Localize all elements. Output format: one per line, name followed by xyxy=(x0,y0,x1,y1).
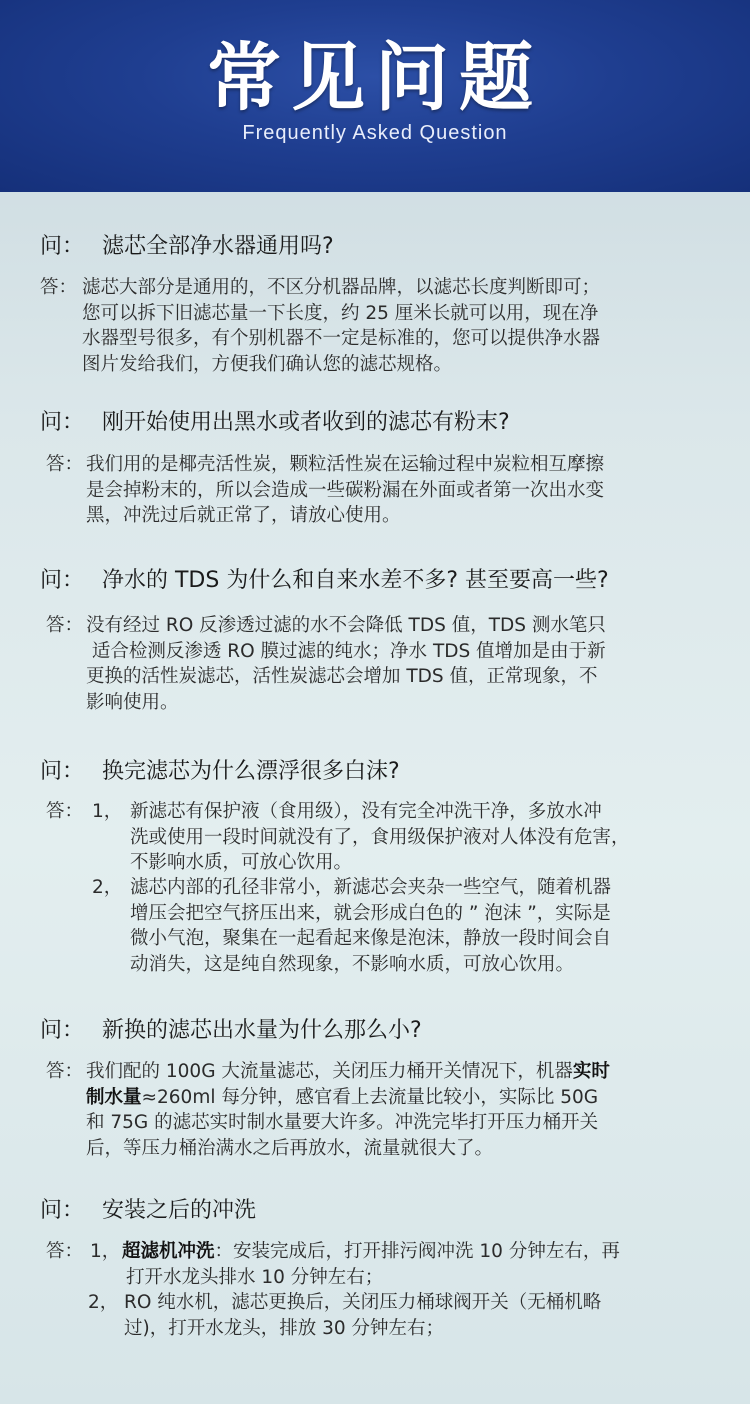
answer-label: 答： xyxy=(46,1241,84,1262)
question-label: 问： xyxy=(40,568,85,593)
answer-line: 滤芯内部的孔径非常小，新滤芯会夹杂一些空气，随着机器 xyxy=(130,877,612,898)
answer-label: 答： xyxy=(46,454,84,475)
faq-question-6 xyxy=(40,1196,256,1226)
emphasis-text: 实时 xyxy=(572,1061,610,1082)
answer-line: 适合检测反渗透 RO 膜过滤的纯水；净水 TDS 值增加是由于新 xyxy=(86,640,606,662)
answer-line: 滤芯大部分是通用的，不区分机器品牌，以滤芯长度判断即可； xyxy=(82,277,601,298)
faq-question-4 xyxy=(40,757,400,787)
question-label: 问： xyxy=(40,759,85,784)
answer-label: 答： xyxy=(46,801,84,822)
faq-question-2 xyxy=(40,408,510,438)
item-number: 2， xyxy=(88,1292,119,1313)
answer-line: 图片发给我们，方便我们确认您的滤芯规格。 xyxy=(82,353,453,375)
item-number: 2， xyxy=(92,877,123,898)
page-title: 常见问题 xyxy=(207,35,543,121)
answer-line: 我们配的 100G 大流量滤芯，关闭压力桶开关情况下，机器实时 xyxy=(86,1061,610,1082)
page-header xyxy=(0,0,750,192)
question-text: 安装之后的冲洗 xyxy=(102,1198,257,1223)
answer-label: 答： xyxy=(40,277,78,298)
question-text: 刚开始使用出黑水或者收到的滤芯有粉末? xyxy=(102,410,510,435)
answer-label: 答： xyxy=(46,1061,84,1082)
answer-line: 是会掉粉末的，所以会造成一些碳粉漏在外面或者第一次出水变 xyxy=(86,479,605,501)
answer-line: 打开水龙头排水 10 分钟左右； xyxy=(126,1266,384,1288)
faq-question-3 xyxy=(40,566,609,596)
answer-line: 黑，冲洗过后就正常了，请放心使用。 xyxy=(86,505,401,526)
answer-line: 过)，打开水龙头，排放 30 分钟左右； xyxy=(124,1317,445,1339)
answer-line: 不影响水质，可放心饮用。 xyxy=(130,852,353,873)
emphasis-text: 制水量 xyxy=(86,1086,142,1108)
answer-line: RO 纯水机，滤芯更换后，关闭压力桶球阀开关（无桶机略 xyxy=(124,1292,602,1313)
item-number: 1， xyxy=(92,801,123,822)
answer-line: 超滤机冲洗：安装完成后，打开排污阀冲洗 10 分钟左右，再 xyxy=(122,1241,620,1262)
question-text: 净水的 TDS 为什么和自来水差不多? 甚至要高一些? xyxy=(102,568,609,593)
question-label: 问： xyxy=(40,1018,85,1043)
page-subtitle: Frequently Asked Question xyxy=(242,122,508,144)
answer-line: 动消失，这是纯自然现象，不影响水质，可放心饮用。 xyxy=(130,953,575,975)
faq-question-1 xyxy=(40,232,334,262)
question-text: 新换的滤芯出水量为什么那么小? xyxy=(102,1018,422,1043)
question-label: 问： xyxy=(40,1198,85,1223)
answer-line: 更换的活性炭滤芯，活性炭滤芯会增加 TDS 值，正常现象，不 xyxy=(86,666,598,687)
answer-line: 没有经过 RO 反渗透过滤的水不会降低 TDS 值，TDS 测水笔只 xyxy=(86,615,606,636)
question-label: 问： xyxy=(40,410,85,435)
answer-line: 后，等压力桶治满水之后再放水，流量就很大了。 xyxy=(86,1137,494,1159)
answer-line: 制水量≈260ml 每分钟，感官看上去流量比较小，实际比 50G xyxy=(86,1086,599,1108)
answer-line: 影响使用。 xyxy=(86,691,179,713)
answer-line: 洗或使用一段时间就没有了，食用级保护液对人体没有危害， xyxy=(130,826,630,848)
answer-line: 新滤芯有保护液（食用级），没有完全冲洗干净，多放水冲 xyxy=(130,801,602,822)
answer-line: 我们用的是椰壳活性炭，颗粒活性炭在运输过程中炭粒相互摩擦 xyxy=(86,454,605,475)
item-number: 1， xyxy=(90,1241,121,1262)
answer-line: 您可以拆下旧滤芯量一下长度，约 25 厘米长就可以用，现在净 xyxy=(82,302,599,324)
answer-line: 水器型号很多，有个别机器不一定是标准的，您可以提供净水器 xyxy=(82,328,601,349)
answer-label: 答： xyxy=(46,615,84,636)
question-text: 换完滤芯为什么漂浮很多白沫? xyxy=(102,759,400,784)
answer-line: 微小气泡，聚集在一起看起来像是泡沫，静放一段时间会自 xyxy=(130,928,612,949)
answer-line: 增压会把空气挤压出来，就会形成白色的 ” 泡沫 ”，实际是 xyxy=(130,902,611,924)
question-text: 滤芯全部净水器通用吗? xyxy=(102,234,334,259)
question-label: 问： xyxy=(40,234,85,259)
answer-line: 和 75G 的滤芯实时制水量要大许多。冲洗完毕打开压力桶开关 xyxy=(86,1112,599,1133)
faq-question-5 xyxy=(40,1016,422,1046)
emphasis-text: 超滤机冲洗 xyxy=(122,1241,215,1262)
